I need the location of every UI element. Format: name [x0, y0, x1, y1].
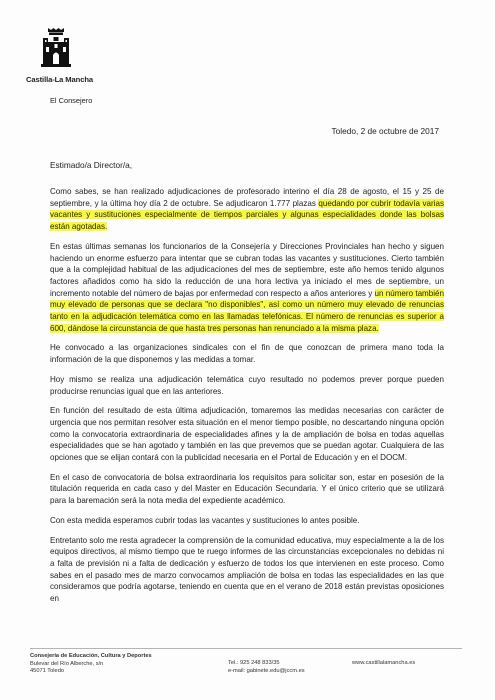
paragraph-5: En función del resultado de esta última adjudicación, tomaremos las medidas necesarias con carácter de urgencia que nos permitan resolver esta situación en el menor tiempo posible, no descartando ninguna opción como la convocatoria extraordinaria de especialidades afines y la de ampliación de bolsa en todas aquellas especialidades que se han agotado y también en las que prevemos que se puedan agotar. Cualquiera de las opciones que se elijan contará con la publicidad necesaria en el Portal de Educación y en el DOCM.: [50, 406, 444, 463]
footer-phone: Tel.: 925 248 833/35: [228, 660, 280, 666]
highlighted-text: un número también muy elevado de personas que se declara "no disponibles", así como un número muy elevado de renuncias tanto en la adjudicación telemática como en las llamadas telefónicas. El número de renuncias es superior a 600, dándose la circunstancia de que hasta tres personas han renunciado a la misma plaza.: [50, 288, 444, 333]
paragraph-6: En el caso de convocatoria de bolsa extraordinaria los requisitos para solicitar son, estar en posesión de la titulación requerida en cada caso y del Master en Educación Secundaria. Y el único criterio que se utilizará para la baremación será la nota media del expediente académico.: [50, 472, 444, 506]
footer-contact: [228, 660, 305, 675]
letter-body: [50, 186, 444, 613]
highlighted-text: quedando por cubrir todavía varias vacantes y sustituciones especialmente de tiempos parciales y algunas especialidades donde las bolsas están agotadas.: [50, 198, 445, 232]
footer-email[interactable]: e-mail: gabinete.edu@jccm.es: [228, 667, 305, 674]
footer-address: [30, 653, 152, 676]
paragraph-4: Hoy mismo se realiza una adjudicación telemática cuyo resultado no podemos prever porque pueden producirse renuncias igual que en las anteriores.: [50, 374, 444, 396]
letter-date: Toledo, 2 de octubre de 2017: [331, 126, 439, 136]
footer-city: 45071 Toledo: [30, 668, 65, 675]
paragraph-1-text: Como sabes, se han realizado adjudicaciones de profesorado interino el día 28 de agosto, el 15 y 25 de septiembre, y la última hoy día 2 de octubre. Se adjudicaron 1.777 plazas: [50, 187, 444, 208]
paragraph-3: He convocado a las organizaciones sindicales con el fin de que conozcan de primera mano toda la información de la que disponemos y las medidas a tomar.: [50, 343, 444, 365]
footer-street: Bulevar del Río Alberche, s/n: [30, 660, 104, 667]
logo-text: Castilla-La Mancha: [26, 75, 93, 84]
paragraph-2: [50, 241, 444, 335]
footer-department: Consejería de Educación, Cultura y Deportes: [30, 653, 152, 659]
castilla-la-mancha-logo: [26, 28, 93, 84]
paragraph-8: Entretanto solo me resta agradecer la comprensión de la comunidad educativa, muy especialmente a la de los equipos directivos, al mismo tiempo que te ruego informes de las circunstancias excepcionales no debidas ni a falta de previsión ni a falta de dedicación y esfuerzo de todos los que intervienen en este proceso. Como sabes en el pasado mes de marzo convocamos ampliación de bolsa en todas las especialidades en las que consideramos que podría agotarse, teniendo en cuenta que en el verano de 2018 están previstas oposiciones en: [50, 535, 444, 604]
salutation: Estimado/a Director/a,: [50, 160, 133, 170]
castle-crest-icon: [39, 28, 73, 72]
sender-office: El Consejero: [50, 96, 93, 105]
paragraph-7: Con esta medida esperamos cubrir todas las vacantes y sustituciones lo antes posible.: [50, 515, 360, 525]
paragraph-1: [50, 186, 444, 233]
paragraph-2-text: En estas últimas semanas los funcionarios de la Consejería y Direcciones Provinciales han hecho y siguen haciendo un enorme esfuerzo para intentar que se cubran todas las vacantes y sustituciones. Cierto también que a la complejidad habitual de las adjudicaciones del mes de septiembre, este año hemos tenido algunos factores añadidos como ha sido la reducción de una hora lectiva ya iniciado el mes de septiembre, un incremento notable del número de bajas por enfermedad con respecto a años anteriores y: [50, 241, 444, 298]
footer-website[interactable]: www.castillalamancha.es: [352, 660, 416, 666]
footer-divider: [30, 648, 462, 649]
